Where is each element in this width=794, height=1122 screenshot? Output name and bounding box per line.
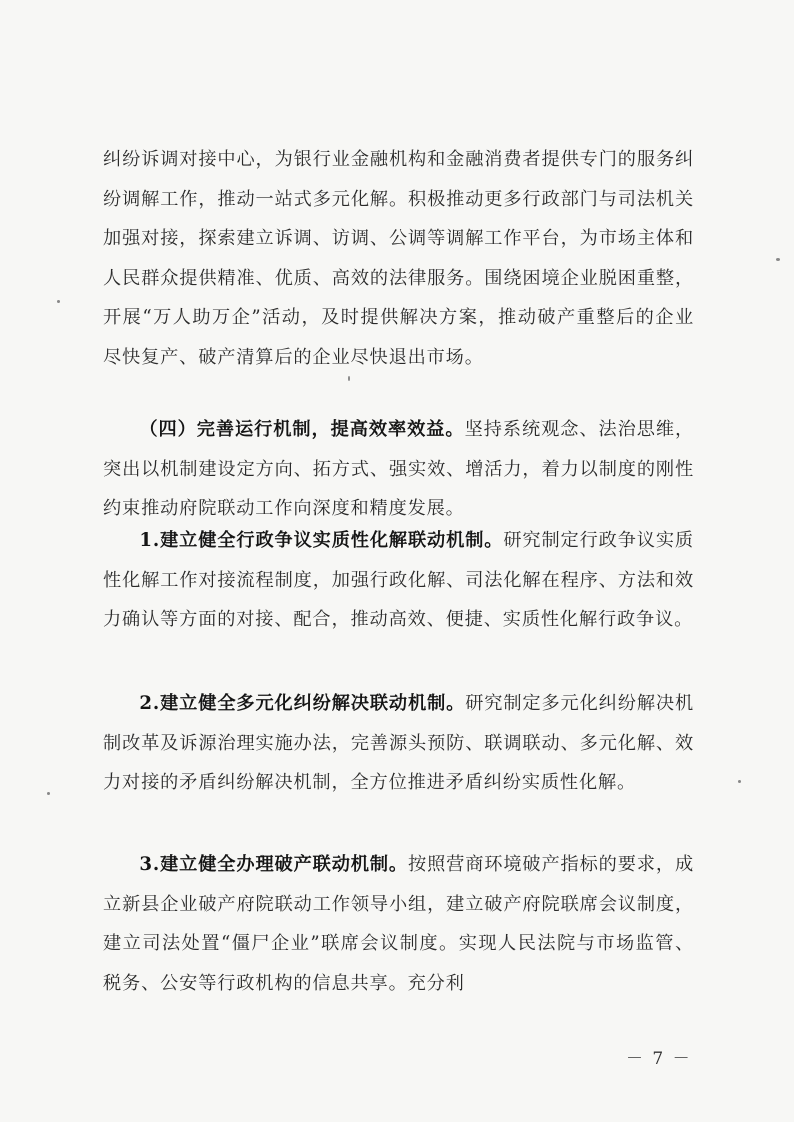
paragraph-body: 研究制定行政争议实质性化解工作对接流程制度，加强行政化解、司法化解在程序、方法和效力确认等方面的对接、配合，推动高效、便捷、实质性化解行政争议。 xyxy=(103,530,694,630)
paragraph-item-2 xyxy=(103,684,694,803)
paragraph-item-1 xyxy=(103,521,694,640)
scan-speck xyxy=(738,780,741,783)
paragraph-body: 纠纷诉调对接中心，为银行业金融机构和金融消费者提供专门的服务纠纷调解工作，推动一站式多元化解。积极推动更多行政部门与司法机关加强对接，探索建立诉调、访调、公调等调解工作平台，为市场主体和人民群众提供精准、优质、高效的法律服务。围绕困境企业脱困重整，开展“万人助万企”活动，及时提供解决方案，推动破产重整后的企业尽快复产、破产清算后的企业尽快退出市场。 xyxy=(103,149,694,368)
item-heading: 2.建立健全多元化纠纷解决联动机制。 xyxy=(139,693,466,714)
scan-speck xyxy=(47,792,50,795)
paragraph-body: 坚持系统观念、法治思维，突出以机制建设定方向、拓方式、强实效、增活力，着力以制度的刚性约束推动府院联动工作向深度和精度发展。 xyxy=(103,419,695,519)
scan-speck xyxy=(348,376,350,381)
page-number: － 7 － xyxy=(626,1049,692,1069)
paragraph-body: 研究制定多元化纠纷解决机制改革及诉源治理实施办法，完善源头预防、联调联动、多元化解、效力对接的矛盾纠纷解决机制，全方位推进矛盾纠纷实质性化解。 xyxy=(103,693,694,793)
scan-speck xyxy=(776,258,780,261)
paragraph-section-four xyxy=(103,410,694,529)
section-heading: （四）完善运行机制，提高效率效益。 xyxy=(139,419,465,440)
paragraph-continuation xyxy=(103,140,694,377)
scan-speck xyxy=(57,300,60,303)
paragraph-item-3 xyxy=(103,845,694,1003)
item-heading: 3.建立健全办理破产联动机制。 xyxy=(139,854,408,875)
paragraph-body: 按照营商环境破产指标的要求，成立新县企业破产府院联动工作领导小组，建立破产府院联席会议制度，建立司法处置“僵尸企业”联席会议制度。实现人民法院与市场监管、税务、公安等行政机构的信息共享。充分利 xyxy=(103,854,694,994)
item-heading: 1.建立健全行政争议实质性化解联动机制。 xyxy=(139,530,504,551)
